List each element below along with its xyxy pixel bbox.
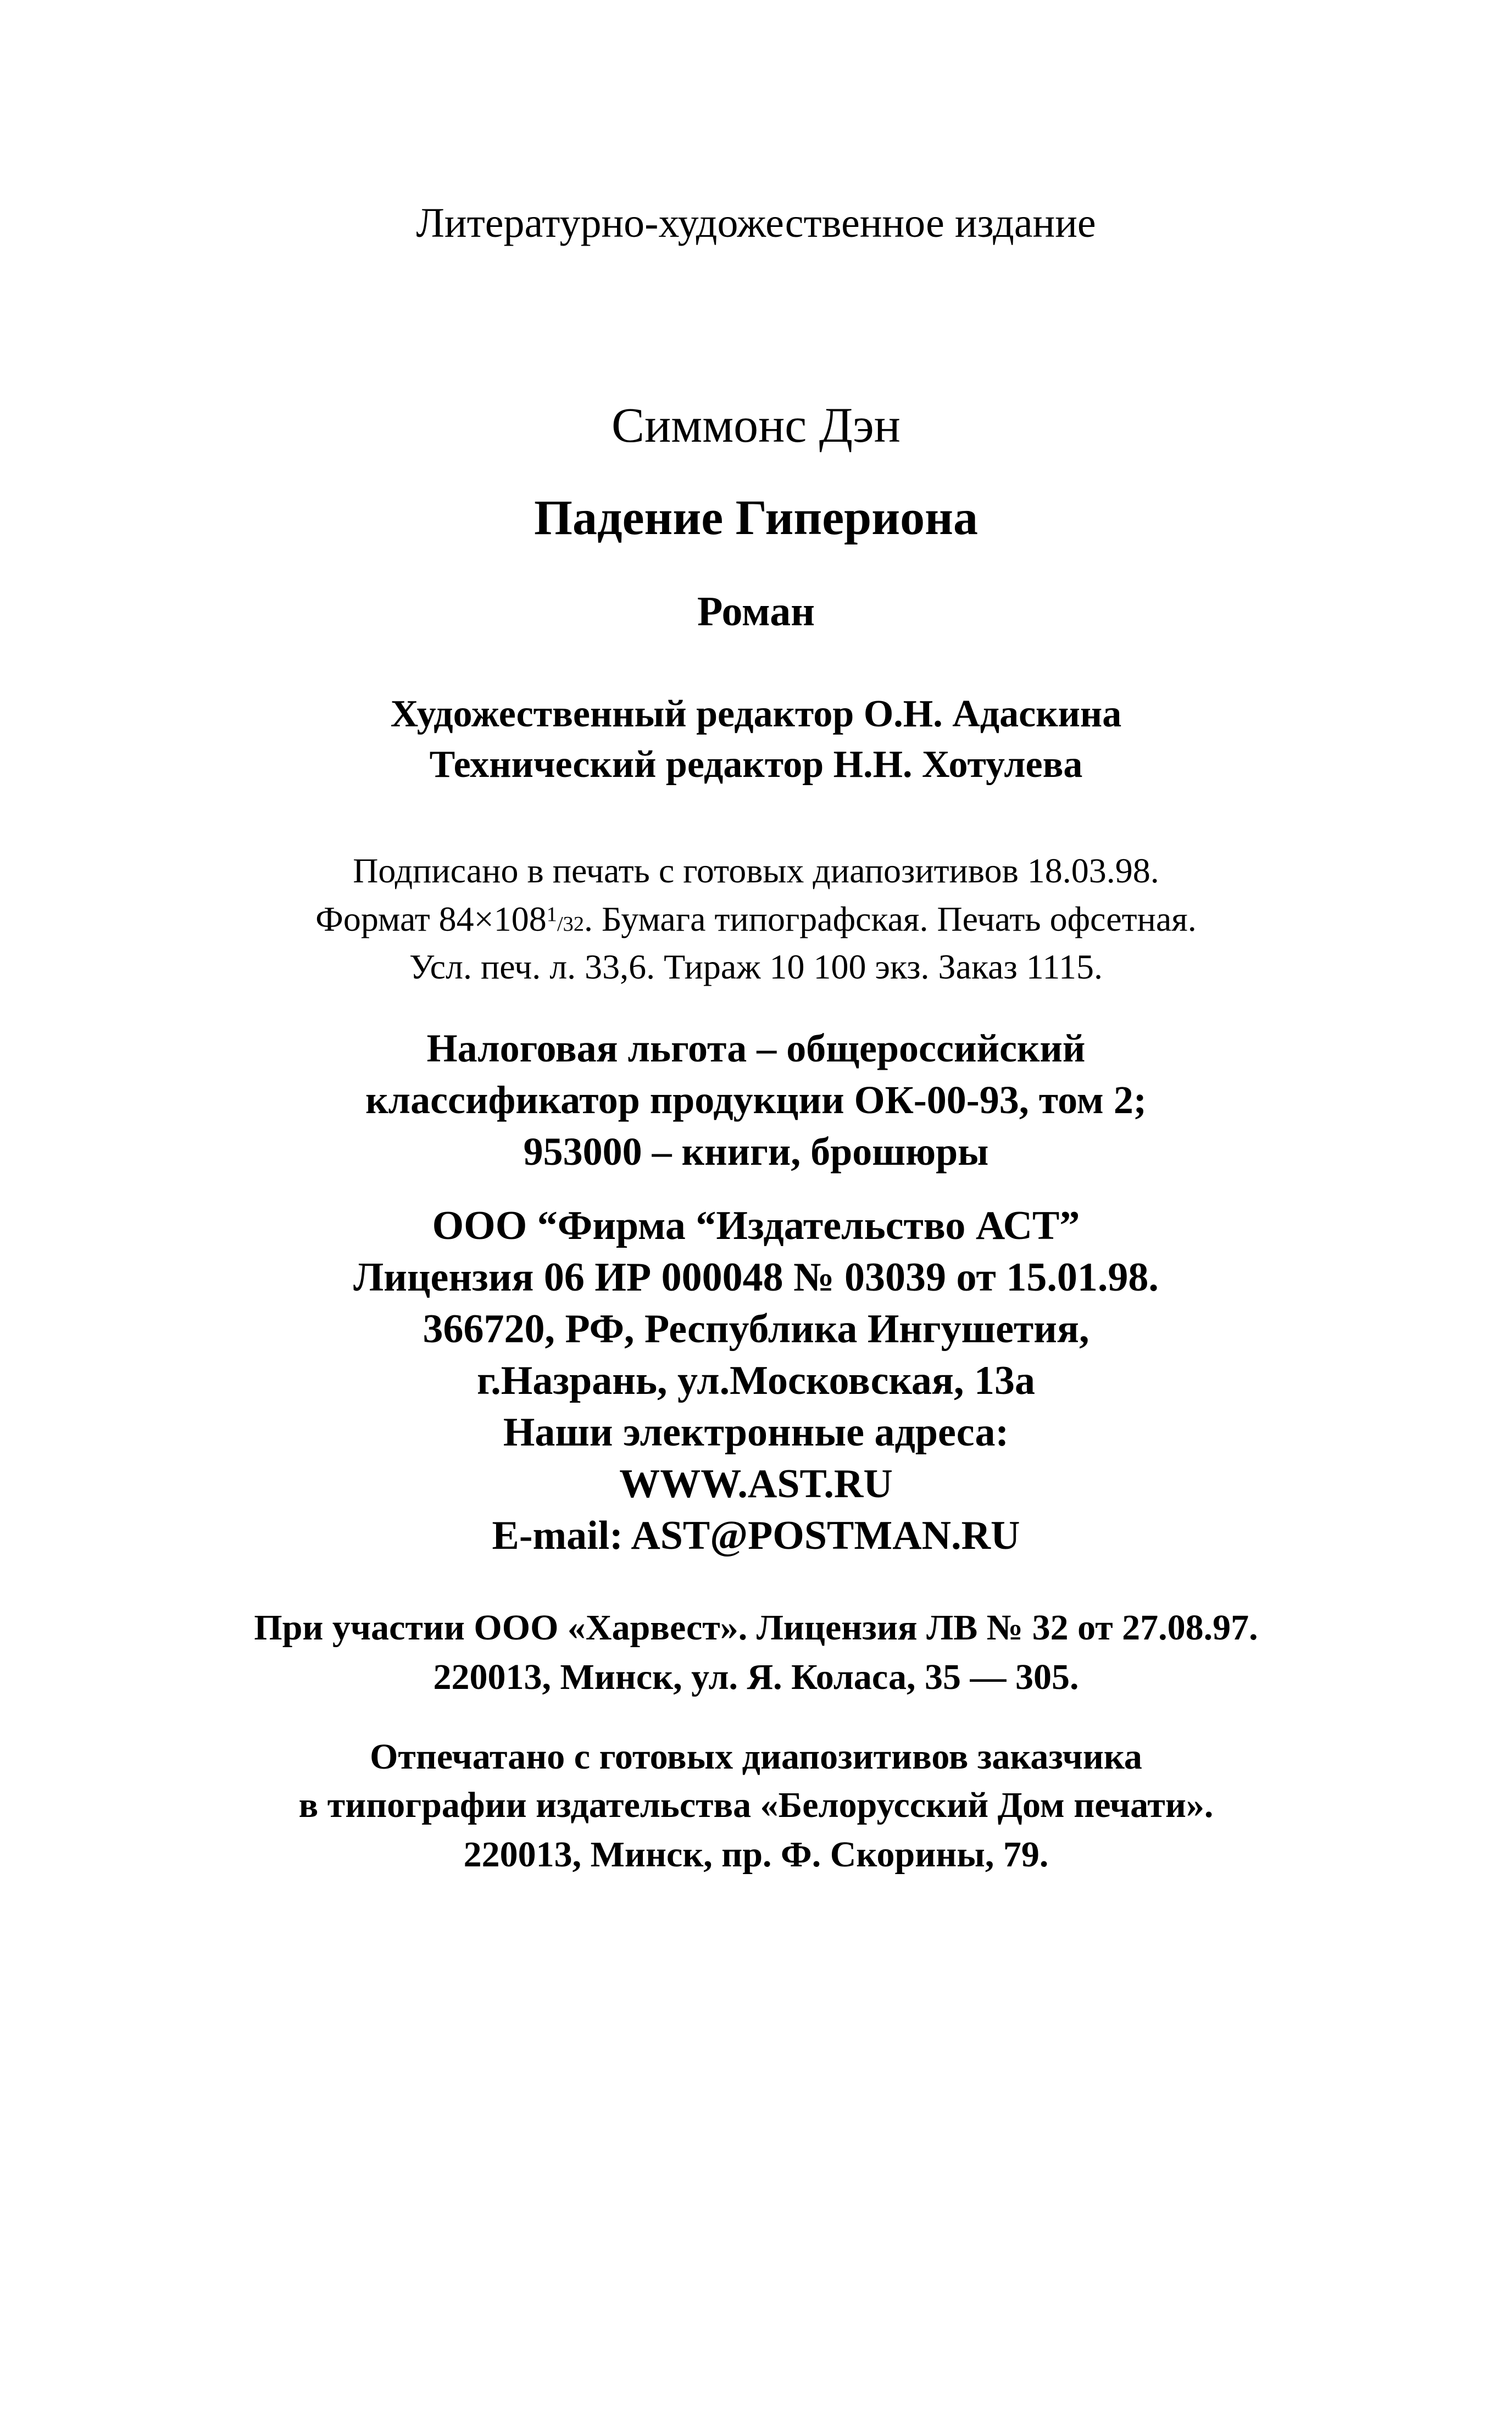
printer-line-2: в типографии издательства «Белорусский Дом печати». [298, 1785, 1214, 1825]
tax-line-2: классификатор продукции ОК-00-93, том 2; [365, 1078, 1147, 1122]
partner-line-1: При участии ООО «Харвест». Лицензия ЛВ № 32 от 27.08.97. [254, 1608, 1258, 1648]
printer-line-1: Отпечатано с готовых диапозитивов заказчика [370, 1737, 1142, 1777]
print-signed: Подписано в печать с готовых диапозитивов 18.03.98. [353, 851, 1159, 890]
book-author: Симмонс Дэн [612, 398, 900, 453]
publisher-email: E-mail: AST@POSTMAN.RU [492, 1513, 1020, 1558]
print-format-prefix: Формат 84×108 [315, 899, 547, 938]
edition-type: Литературно-художественное издание [416, 200, 1096, 246]
print-format [0, 899, 1512, 938]
printer-line-3: 220013, Минск, пр. Ф. Скорины, 79. [463, 1835, 1049, 1875]
tax-line-3: 953000 – книги, брошюры [523, 1130, 989, 1174]
print-format-slash: / [557, 913, 563, 936]
publisher-web-label: Наши электронные адреса: [503, 1410, 1009, 1455]
print-volume: Усл. печ. л. 33,6. Тираж 10 100 экз. Заказ 1115. [409, 947, 1103, 986]
publisher-address-1: 366720, РФ, Республика Ингушетия, [423, 1307, 1089, 1352]
publisher-website: WWW.AST.RU [619, 1461, 893, 1507]
print-format-suffix: . Бумага типографская. Печать офсетная. [584, 899, 1197, 938]
book-title: Падение Гипериона [534, 491, 978, 545]
print-format-denominator: 32 [563, 913, 585, 936]
art-editor: Художественный редактор О.Н. Адаскина [390, 693, 1122, 735]
tax-line-1: Налоговая льгота – общероссийский [426, 1026, 1086, 1070]
book-genre: Роман [697, 588, 815, 635]
partner-line-2: 220013, Минск, ул. Я. Коласа, 35 — 305. [433, 1657, 1079, 1697]
print-format-numerator: 1 [546, 903, 557, 926]
publisher-address-2: г.Назрань, ул.Московская, 13а [477, 1358, 1035, 1403]
publisher-name: ООО “Фирма “Издательство АСТ” [432, 1203, 1080, 1248]
tech-editor: Технический редактор Н.Н. Хотулева [429, 743, 1083, 786]
publisher-license: Лицензия 06 ИР 000048 № 03039 от 15.01.98. [353, 1255, 1159, 1300]
